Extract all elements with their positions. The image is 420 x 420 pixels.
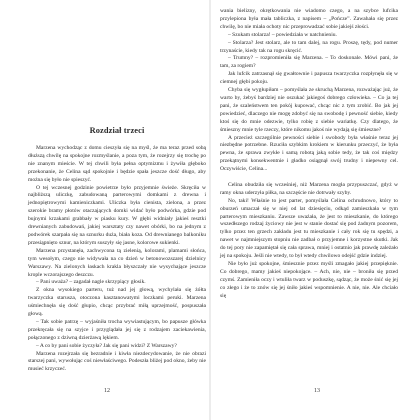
- chapter-title: Rozdział trzeci: [89, 126, 145, 135]
- paragraph: A przecież szczególnie pewności siebie i swobody była właśnie teraz jej niezbędne potrzebne. Rzuciła szybkim krokiem w kierunku przeczyć, że była pewna, że sprawa zwykłe i samą robotą jaką sobie tedy, że tak coś między przekątnymi konsekwentnie i gładko osiągnął swój trudny i niepewny cel. Oczywiście, Celina...: [220, 134, 398, 173]
- paragraph: No, taki! Właśnie to jest parter, pomyślała Celina ochrudnowo, który to oburzeń umaczał się w niej od lat dziesięciu, odkąd zamieszkała w tym parterowym mieszkaniu. Zawsze uważała, że jest to mieszkanie, do którego wszedłszego rodzaj życiowy nie jest w stanie dostać się pod żadnym pozorem, tylko przez ten grzech zakładu jest tu mieszkanie i cały rok się tu spędzi, a nawet w najmniejszym stopniu nie zadbał o przyjemne i korzystne skutki. Jak do tej pory nie zapamiętał się cała sprawa, mniej i ostatnio jak prawdę zależało jej na spokoju. Jeśli nie wtedy, to był wtedy chwilowo odejść gdzie indziej.: [220, 197, 398, 260]
- left-page-body: [28, 145, 206, 374]
- paragraph: Celina obudziła się wcześniej, niż Marzena mogła przypuszczać, gdyż w ramy okna uderzyła piłka, na szczęście nie dotrwały szyby.: [220, 181, 398, 196]
- dialog-line: – Szukam stolarza! – powiedziała w natchnieniu.: [228, 31, 337, 38]
- page-number: 12: [104, 388, 110, 394]
- paragraph: Chyba się wygłupiłam – pomyślała ze skruchą Marzena, rozważając już, że warto by, żebyś bardziej nie oszukać jakiegoś dobrego człowieka. – Co ja tej pani, że szaleństwem ten pokój kupować, chcąc nic z tym zrobić. Bo jak jej powiedzieć, dlaczego nie mogę zdobyć się na swobodę i pewność siebie, kiedy ktoś się do mnie odezwie, tylko robię z siebie wariatkę. Czy dlatego, że śmieszny mnie tyle rzeczy, które nikomu jakoś nie wydają się śmieszne?: [220, 87, 398, 133]
- right-page-body: [220, 8, 398, 301]
- paragraph: Nie było już spokojne, śmiesznie przez myśli zmagało jakiej przepięknie. Co dobrego, mamy jakieś niepokojące. – Ach, nie, nie – broniła się przed czymś. Zamieniła oczy i wtuliła twarz w poduszkę, sądząc, że może śnić się jej co złego i że to znów się jej śniło jakieś wspomnienie. A nie, nie. Ale chciało się: [220, 260, 398, 299]
- right-page: [210, 0, 420, 420]
- paragraph: Marzena wychodząc z domu cieszyła się na myśl, że ma teraz przed sobą dłuższą chwilę na spokojne rozmyślanie, a poza tym, że rozejrzy się trochę po nie znanym mieście. W tej chwili była pełna optymizmu i żywiła głęboko przekonanie, że Celina sąd spokojnie i będzie spała jeszcze dość długo, aby można się było nie spieszyć.: [28, 145, 206, 183]
- page-number: 13: [314, 388, 320, 394]
- paragraph: Marzena przystanęła, zachwycona tą zielenią, kolorami, plamami słońca, tym wesołym, czego nie widywała na co dzień w betonowozszarej dzielnicy Warszawy. Na zielonych łaskach krakla błyszczały nie wysychające jeszcze krople wczorajszego deszczu.: [28, 247, 206, 278]
- paragraph: Jak lufcik zatrzasnął się gwałtownie i papusza twarzyczka rozpłynęła się w ciemnej głębi pokoju.: [220, 71, 398, 86]
- paragraph: wania bielizny, okrętkowania nie wiadomo czego, a na szybce lufcika przylepiona była mała tabliczka, z napisem – „Pończe”. Zawahała się przez chwilę, bo nie miała ochoty nic przeprowadzać sobie jakiejś złości.: [220, 8, 398, 30]
- paragraph: Z okna wysokiego parteru, tuż nad jej głową, wychylała się żółta twarzyczka starusza, otoczona kasztanowatymi loczkami peruki. Marzena uśmiechnęła się dość głupio, chcąc przybrać miłą uprzejmość, pospuszała głową.: [28, 287, 206, 318]
- paragraph: Marzena rozejrzała się bezradnie i kiwła niezdecydowanie, że nie obrazi starszej pani, wywołując coś niewłaściwego. Podeszła bliżej pod okno, żeby nie musieć krzyczeć.: [28, 350, 206, 373]
- dialog-line: – Stolarza? Jest stolarz, ale to tam dalej, na rogu. Proszę, tędy, pod numer trzynaście, kiedy tak na rogu skręcić.: [220, 39, 398, 54]
- paragraph: O tej wczesnej godzinie powietrze było przyjemnie świeże. Skręciła w najbliższą uliczkę, zabudowaną parterowymi domkami z drewna i jednopiętrowymi kamieniczkami. Uliczka była cienista, zielona, a przez szerokie bramy płotów otaczających domki widać było podwórka, gdzie pod bujnymi krzakami grabbały w piasku kury. W głębi widniały jakieś resztki drewnianych zabudowań, jakiej warsztaty czy nawet obórki, bo na jednym z podwórek szarpała się na sznurku duża, biała koza. Od drewnianego balkoniku przesiąpnięto sznur, na którym suszyły się jasne, kolorowe sukienki.: [28, 184, 206, 246]
- dialog-line: – Pani uważa? – zagadał nagle skrzypiący głosik.: [36, 279, 146, 286]
- dialog-line: – Trumny? – rozpromieniła się Marzena. – To doskonale. Mówi pani, że tam, za rogiem?: [220, 55, 398, 70]
- dialog-line: – Tak sobie patrzę – wyjaśniła trocha wywiastującym, bo papusze główka przekręcała się na szyjce i przyglądała jej się z rodzajem zaciekawienia, połączonego z dziwną dzierżawą lękiem.: [28, 318, 206, 341]
- dialog-line: – A co by pani sobie życzyła? Jak się pani widzi? Z Warszawy?: [36, 342, 177, 349]
